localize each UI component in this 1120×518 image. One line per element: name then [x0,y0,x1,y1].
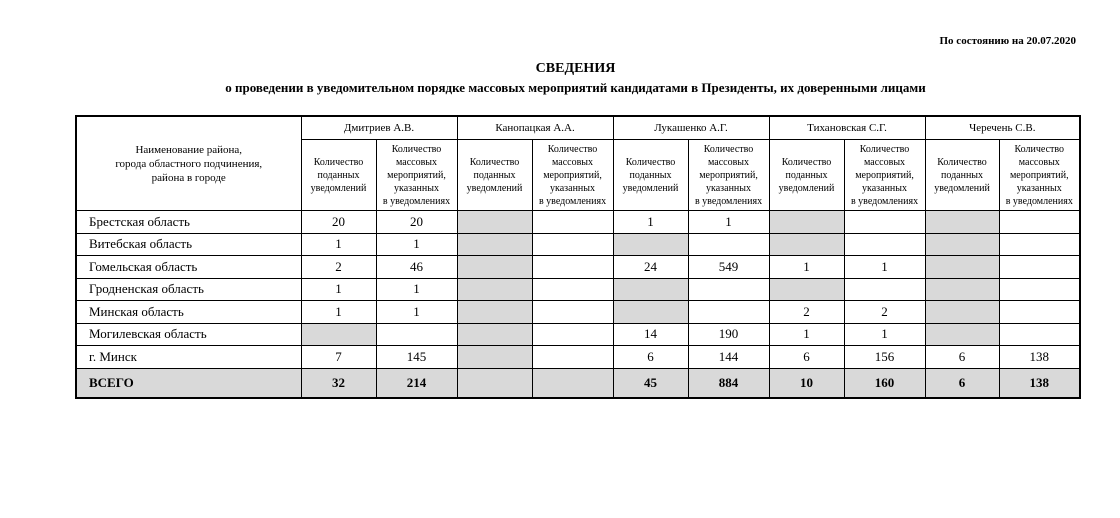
header-line: в уведомлениях [1005,195,1073,207]
header-line: в уведомлениях [382,195,451,207]
notifications-count-cell: 1 [769,256,844,279]
events-count-cell: 46 [376,256,457,279]
events-count-header [844,140,925,211]
header-line: Количество [859,143,910,155]
region-column-header [76,116,301,211]
header-line: поданных [317,169,360,181]
candidate-header: Канопацкая А.А. [457,116,613,140]
events-count-cell [532,211,613,234]
notifications-count-cell: 2 [769,301,844,324]
events-count-cell [532,301,613,324]
notifications-count-cell [457,368,532,398]
region-name: Минская область [76,301,301,324]
events-count-cell: 138 [999,346,1080,369]
notifications-count-cell: 10 [769,368,844,398]
region-name: Могилевская область [76,323,301,346]
header-line: мероприятий, [1009,169,1069,181]
header-line: в уведомлениях [538,195,607,207]
table-row [76,233,1080,256]
notifications-count-cell: 32 [301,368,376,398]
notifications-count-cell: 20 [301,211,376,234]
header-line: указанных [706,182,751,194]
notifications-count-cell [925,278,999,301]
events-count-cell [844,211,925,234]
events-count-cell: 549 [688,256,769,279]
notifications-count-cell: 45 [613,368,688,398]
notifications-count-cell [457,301,532,324]
header-line: уведомлений [622,182,679,194]
header-line: мероприятий, [543,169,602,181]
notifications-count-cell: 7 [301,346,376,369]
region-name: Гомельская область [76,256,301,279]
notifications-count-cell [457,256,532,279]
notifications-count-cell: 24 [613,256,688,279]
events-count-cell [532,233,613,256]
events-count-cell: 145 [376,346,457,369]
header-line: поданных [629,169,672,181]
candidate-header: Лукашенко А.Г. [613,116,769,140]
region-name: Витебская область [76,233,301,256]
region-header-line: города областного подчинения, [115,157,263,170]
notifications-count-cell: 1 [769,323,844,346]
notifications-count-cell [769,211,844,234]
header-line: в уведомлениях [694,195,763,207]
header-line: массовых [1018,156,1060,168]
header-line: поданных [785,169,828,181]
events-count-cell [999,278,1080,301]
notifications-count-header [769,140,844,211]
events-count-cell [688,233,769,256]
events-count-cell [844,278,925,301]
header-line: Количество [547,143,598,155]
document-title: СВЕДЕНИЯ [535,61,616,76]
header-line: Количество [391,143,442,155]
events-count-cell [532,278,613,301]
notifications-count-cell: 2 [301,256,376,279]
total-row [76,368,1080,398]
header-line: мероприятий, [699,169,758,181]
header-line: массовых [864,156,906,168]
events-count-cell: 160 [844,368,925,398]
events-count-cell [999,301,1080,324]
events-count-cell [532,323,613,346]
header-line: поданных [473,169,516,181]
events-count-cell [532,368,613,398]
notifications-count-header [301,140,376,211]
events-count-cell: 190 [688,323,769,346]
header-line: Количество [625,156,676,168]
notifications-count-cell [925,233,999,256]
header-line: указанных [862,182,907,194]
notifications-count-cell: 14 [613,323,688,346]
notifications-count-cell [613,278,688,301]
notifications-count-cell [925,256,999,279]
events-count-cell: 2 [844,301,925,324]
notifications-count-cell [457,211,532,234]
header-line: Количество [937,156,987,168]
header-line: указанных [550,182,595,194]
header-line: уведомлений [934,182,990,194]
table-row [76,211,1080,234]
events-count-header [532,140,613,211]
table-row [76,256,1080,279]
notifications-count-cell [457,278,532,301]
notifications-count-header [457,140,532,211]
header-line: уведомлений [778,182,835,194]
events-count-cell [532,256,613,279]
header-line: в уведомлениях [850,195,919,207]
notifications-count-cell: 1 [613,211,688,234]
header-line: поданных [941,169,984,181]
header-line: Количество [703,143,754,155]
events-count-cell: 214 [376,368,457,398]
events-count-cell: 156 [844,346,925,369]
notifications-count-cell [613,233,688,256]
events-count-cell: 20 [376,211,457,234]
events-count-cell: 884 [688,368,769,398]
region-name: ВСЕГО [76,368,301,398]
events-count-cell: 144 [688,346,769,369]
header-line: мероприятий, [387,169,446,181]
document-subtitle: о проведении в уведомительном порядке массовых мероприятий кандидатами в Президенты, их доверенными лицами [225,80,926,95]
events-count-cell: 1 [688,211,769,234]
header-line: массовых [708,156,750,168]
events-count-cell [688,278,769,301]
events-count-cell [999,233,1080,256]
events-count-cell [688,301,769,324]
notifications-count-cell [457,323,532,346]
header-line: массовых [396,156,438,168]
notifications-count-cell: 1 [301,278,376,301]
notifications-count-cell: 1 [301,233,376,256]
region-header-line: Наименование района, [135,143,243,156]
region-name: Гродненская область [76,278,301,301]
notifications-count-cell [925,301,999,324]
events-count-cell [999,323,1080,346]
events-count-header [376,140,457,211]
header-line: массовых [552,156,594,168]
events-count-cell: 1 [376,278,457,301]
events-count-header [688,140,769,211]
notifications-count-header [925,140,999,211]
header-line: мероприятий, [855,169,914,181]
table-row [76,323,1080,346]
candidate-header: Тихановская С.Г. [769,116,925,140]
events-count-cell: 1 [376,301,457,324]
notifications-count-cell [925,323,999,346]
header-line: Количество [313,156,364,168]
header-line: уведомлений [466,182,523,194]
notifications-count-cell [457,346,532,369]
events-count-cell [532,346,613,369]
header-line: Количество [1014,143,1065,155]
notifications-count-cell [613,301,688,324]
header-line: указанных [1016,182,1062,194]
notifications-count-cell: 6 [769,346,844,369]
events-count-cell: 138 [999,368,1080,398]
table-row [76,278,1080,301]
notifications-count-cell: 6 [925,368,999,398]
notifications-count-header [613,140,688,211]
table-row [76,346,1080,369]
notifications-count-cell [457,233,532,256]
header-line: Количество [469,156,520,168]
notifications-count-cell [769,278,844,301]
notifications-count-cell [925,211,999,234]
table-row [76,301,1080,324]
region-name: Брестская область [76,211,301,234]
events-count-cell: 1 [376,233,457,256]
region-name: г. Минск [76,346,301,369]
events-count-header [999,140,1080,211]
notifications-count-cell [769,233,844,256]
notifications-count-cell [301,323,376,346]
candidate-header: Дмитриев А.В. [301,116,457,140]
report-date: По состоянию на 20.07.2020 [939,35,1076,47]
events-count-cell: 1 [844,256,925,279]
events-table [75,115,1081,399]
notifications-count-cell: 1 [301,301,376,324]
header-line: указанных [394,182,439,194]
notifications-count-cell: 6 [925,346,999,369]
events-count-cell [376,323,457,346]
events-count-cell [999,256,1080,279]
events-count-cell [844,233,925,256]
events-count-cell: 1 [844,323,925,346]
header-line: Количество [781,156,832,168]
notifications-count-cell: 6 [613,346,688,369]
header-line: уведомлений [310,182,367,194]
region-header-line: района в городе [151,171,226,184]
events-count-cell [999,211,1080,234]
candidate-header: Черечень С.В. [925,116,1080,140]
